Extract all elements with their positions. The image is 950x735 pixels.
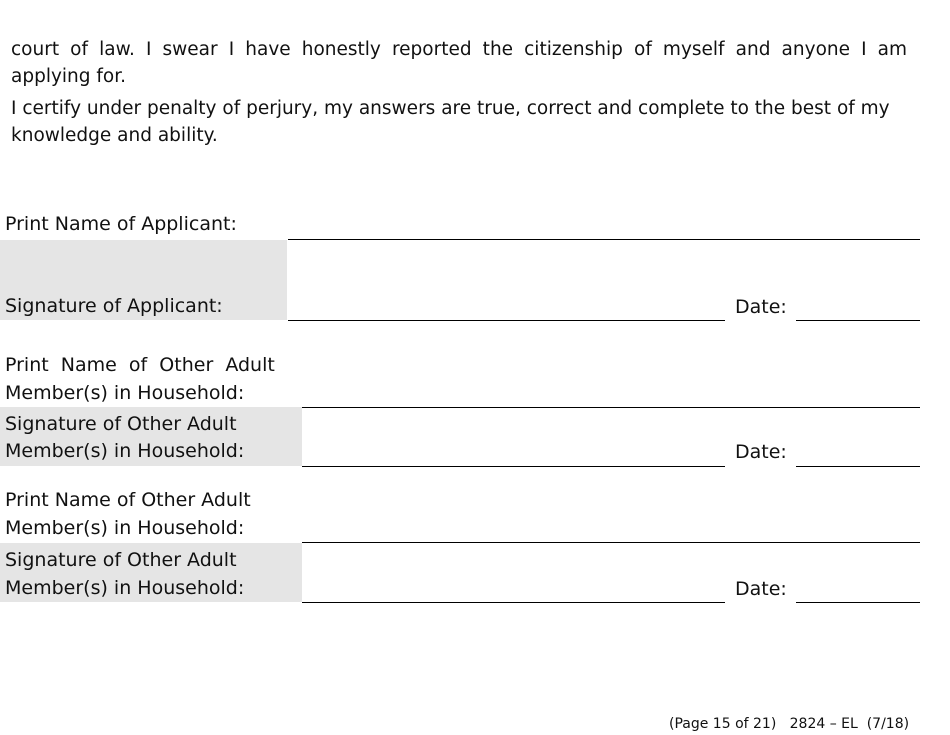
page-footer: (Page 15 of 21) 2824 – EL (7/18) bbox=[669, 716, 910, 732]
applicant-signature-label: Signature of Applicant: bbox=[5, 295, 223, 317]
other1-date-line[interactable] bbox=[796, 466, 920, 467]
other2-signature-line[interactable] bbox=[302, 602, 725, 603]
applicant-date-label: Date: bbox=[735, 296, 787, 318]
applicant-name-label: Print Name of Applicant: bbox=[5, 213, 237, 235]
other2-date-line[interactable] bbox=[796, 602, 920, 603]
applicant-name-line[interactable] bbox=[288, 239, 920, 240]
other1-name-label-line1: Print Name of Other Adult bbox=[5, 354, 275, 376]
other2-name-line[interactable] bbox=[302, 542, 920, 543]
applicant-signature-line[interactable] bbox=[288, 320, 725, 321]
other1-date-label: Date: bbox=[735, 441, 787, 463]
other1-signature-line[interactable] bbox=[302, 466, 725, 467]
other1-signature-label-line1: Signature of Other Adult bbox=[5, 413, 237, 435]
citizenship-statement: court of law. I swear I have honestly reported the citizenship of myself and anyone I am applying for. bbox=[11, 39, 907, 87]
perjury-certification: I certify under penalty of perjury, my answers are true, correct and complete to the best of my knowledge and ability. bbox=[11, 98, 890, 146]
applicant-date-line[interactable] bbox=[796, 320, 920, 321]
other1-signature-label-line2: Member(s) in Household: bbox=[5, 440, 245, 462]
other2-date-label: Date: bbox=[735, 578, 787, 600]
other1-name-label-line2: Member(s) in Household: bbox=[5, 382, 245, 404]
other2-signature-label-line2: Member(s) in Household: bbox=[5, 577, 245, 599]
other1-name-line[interactable] bbox=[302, 407, 920, 408]
other2-signature-label-line1: Signature of Other Adult bbox=[5, 549, 237, 571]
other2-name-label-line1: Print Name of Other Adult bbox=[5, 489, 251, 511]
other2-name-label-line2: Member(s) in Household: bbox=[5, 517, 245, 539]
